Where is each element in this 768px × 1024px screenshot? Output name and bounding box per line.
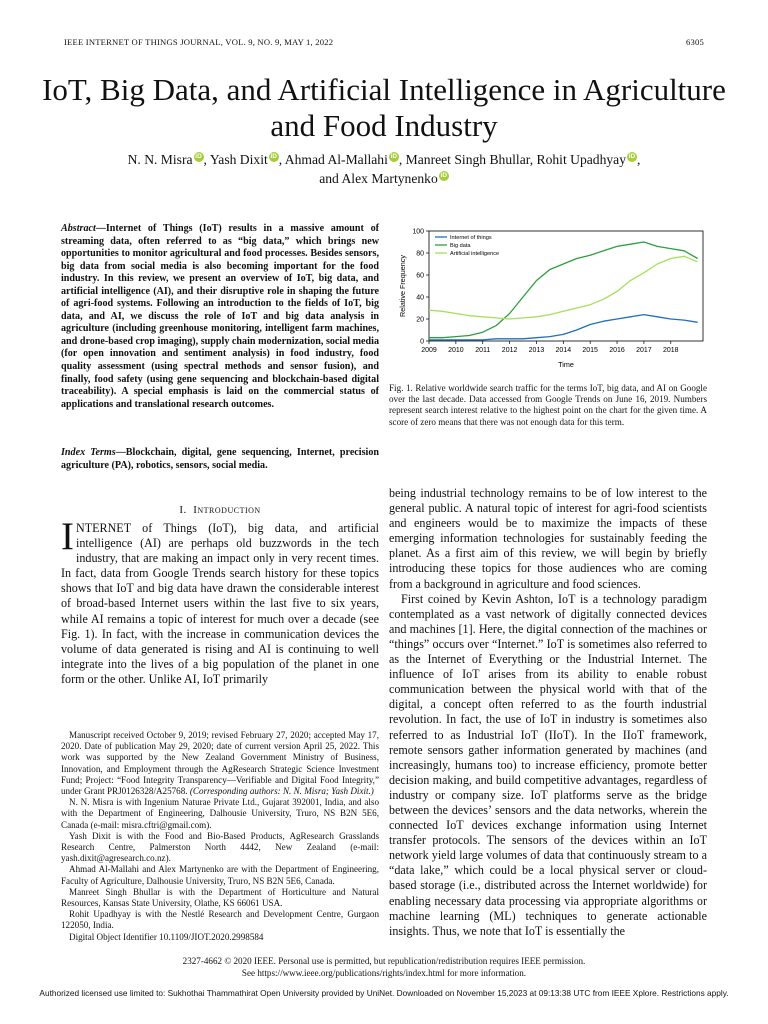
figure-caption: Fig. 1. Relative worldwide search traffic for the terms IoT, big data, and AI on Google over the last decade. Data accessed from Google Trends on June 16, 2019. Numbers represent search interest relative to the highest point on the chart for the given time. A score of zero means that there was not enough data for this term. [389,383,707,427]
legend-label: Big data [450,243,471,250]
paper-title: IoT, Big Data, and Artificial Intelligence in Agriculture and Food Industry [42,72,726,143]
x-tick-label: 2017 [636,347,652,354]
y-tick-label: 60 [416,272,424,280]
x-tick-label: 2010 [448,347,464,354]
copyright-line: See https://www.ieee.org/publications/rights/index.html for more information. [241,968,527,978]
download-notice: Authorized licensed use limited to: Sukhothai Thammathirat Open University provided by UniNet. Downloaded on November 15,2023 at 09:13:38 UTC from IEEE Xplore. Restrictions apply. [39,988,729,998]
x-tick-label: 2014 [555,347,572,354]
footnotes [61,730,379,943]
section-number: I. [179,504,187,516]
footnote-affiliation: N. N. Misra is with Ingenium Naturae Private Ltd., Gujarat 392001, India, and also with the Department of Engineering, Dalhousie University, Truro, NS B2N 5E6, Canada (e-mail: misra.cftri@gmail.com). [61,797,379,830]
x-tick-label: 2012 [501,347,518,354]
journal-name: IEEE INTERNET OF THINGS JOURNAL, VOL. 9, NO. 9, MAY 1, 2022 [64,37,334,47]
legend-label: Artificial intelligence [450,251,500,258]
orcid-icon[interactable]: iD [628,153,636,161]
author-name: Manreet Singh Bhullar, Rohit Upadhyay [405,152,626,167]
footnote-doi: Digital Object Identifier 10.1109/JIOT.2020.2998584 [69,931,264,942]
index-terms-text: —Blockchain, digital, gene sequencing, Internet, precision agriculture (PA), robotics, sensors, social media. [61,447,379,471]
right-column-body [389,486,707,939]
trend-line-chart [395,223,713,373]
x-tick-label: 2011 [475,347,491,354]
page-number: 6305 [686,37,704,47]
author-name: Ahmad Al-Mallahi [284,152,388,167]
y-tick-label: 20 [416,316,424,324]
orcid-icon[interactable]: iD [440,172,448,180]
y-tick-label: 40 [416,294,424,302]
series-line-artificial-intelligence [429,256,698,319]
footnote-affiliation: Ahmad Al-Mallahi and Alex Martynenko are with the Department of Engineering, Faculty of Agriculture, Dalhousie University, Truro, NS B2N 5E6, Canada. [61,864,379,886]
x-axis-label: Time [558,360,574,369]
figure-1-chart [395,223,713,373]
body-paragraph: First coined by Kevin Ashton, IoT is a technology paradigm contemplated as a vast network of digitally connected devices and machines [1]. Here, the digital connection of the machines or “things” occurs over “Internet.” IoT is sometimes also referred to as the Internet of Everything or the Industrial Internet. The influence of IoT arises from its ability to enable robust communication between the physical world with that of the digital, a concept often referred to as the fourth industrial revolution. In fact, the use of IoT in industry is sometimes also referred to as Industrial IoT (IIoT). In the IIoT framework, remote sensors gather information generated by machines (and increasingly, humans too) to increase efficiency, promote better decision making, and build competitive advantages, regardless of industry or company size. IoT platforms serve as the bridge between the devices’ sensors and the data networks, wherein the connected IoT devices exchange information using Internet transfer protocols. The sensors of the devices within an IoT network yield large volumes of data that continuously stream to a “data lake,” which could be a local physical server or cloud-based storage (i.e., distributed across the Internet worldwide) for enabling necessary data processing via appropriate algorithms or machine learning (ML) techniques to generate actionable insights. Thus, we note that IoT is essentially the [389,591,707,938]
legend-label: Internet of things [450,235,492,242]
copyright-notice [40,955,728,979]
drop-cap: I [61,515,74,558]
abstract [61,223,379,411]
index-terms [61,447,379,472]
running-header [64,37,704,47]
author-name: Yash Dixit [209,152,268,167]
author-name: and Alex Martynenko [319,171,438,186]
abstract-label: Abstract [61,223,96,234]
section-title: Introduction [193,504,261,516]
orcid-icon[interactable]: iD [195,153,202,161]
index-terms-label: Index Terms [61,447,116,458]
orcid-icon[interactable]: iD [270,153,277,161]
footnote-manuscript: Manuscript received October 9, 2019; revised February 27, 2020; accepted May 17, 2020. Date of publication May 29, 2020; date of current version April 25, 2022. This work was supported by the New Zealand Government Ministry of Business, Innovation, and Employment through the AgResearch Strategic Science Investment Fund; Project: “Food Integrity Transparency—Verifiable and Digital Food Integrity,” under Grant PRJ0126328/A25768. (Corresponding authors: N. N. Misra; Yash Dixit.) [61,730,379,797]
y-tick-label: 0 [420,338,424,346]
x-tick-label: 2013 [528,347,545,354]
author-name: N. N. Misra [127,152,193,167]
section-heading [61,504,379,516]
y-tick-label: 80 [416,250,424,258]
copyright-line: 2327-4662 © 2020 IEEE. Personal use is permitted, but republication/redistribution requires IEEE permission. [182,956,586,966]
footnote-affiliation: Yash Dixit is with the Food and Bio-Based Products, AgResearch Grasslands Research Centre, Palmerston North 4442, New Zealand (e-mail: yash.dixit@agresearch.co.nz). [61,830,379,864]
x-tick-label: 2015 [582,347,598,354]
y-tick-label: 100 [412,228,424,236]
abstract-text: —Internet of Things (IoT) results in a massive amount of streaming data, often referred to as “big data,” which brings new opportunities to monitor agricultural and food processes. Besides sensors, big data from social media is also becoming important for the food industry. In this review, we present an overview of IoT, big data, and artificial intelligence (AI), and their disruptive role in shaping the future of agri-food systems. Following an introduction to the fields of IoT, big data, and AI, we discuss the role of IoT and big data analysis in agriculture (including greenhouse monitoring, intelligent farm machines, and drone-based crop imaging), supply chain modernization, social media (for open innovation and sentiment analysis) in food industry, food quality assessment (using spectral methods and sensor fusion), and finally, food safety (using gene sequencing and blockchain-based digital traceability). A special emphasis is laid on the commercial status of applications and translational research outcomes. [61,223,379,410]
intro-text: NTERNET of Things (IoT), big data, and artificial intelligence (AI) are perhaps old buzzwords in the tech industry, that are making an impact only in very recent times. In fact, data from Google Trends search history for these topics shows that IoT and big data have drawn the considerable interest of broad-based Internet users within the last five to six years, while AI remains a topic of interest for much over a decade (see Fig. 1). In fact, with the increase in communication devices the volume of data generated is rising and AI is continuing to well integrate into the lives of a big population of the planet in one form or the other. Unlike AI, IoT primarily [61,521,379,686]
x-tick-label: 2018 [662,347,679,354]
footnote-affiliation: Rohit Upadhyay is with the Nestlé Research and Development Centre, Gurgaon 122050, India. [61,909,379,931]
x-tick-label: 2016 [609,347,625,354]
footnote-affiliation: Manreet Singh Bhullar is with the Department of Horticulture and Natural Resources, Kansas State University, Olathe, KS 66061 USA. [61,886,379,909]
body-paragraph: being industrial technology remains to be of low interest to the general public. A natural topic of interest for agri-food scientists and engineers would be to maximize the impacts of these emerging information technologies for sustainably feeding the planet. As a first aim of this review, we will begin by briefly introducing these topics for those audiences who are coming from a background in agriculture and food sciences. [389,486,707,591]
author-list: N. N. Misra iD , Yash Dixit iD , Ahmad Al-Mallahi iD , Manreet Singh Bhullar, Rohit Upadhyay iD , and Alex Martynenko iD [127,152,641,186]
x-tick-label: 2009 [421,347,437,354]
y-axis-label: Relative Frequency [398,255,407,317]
intro-paragraph [61,515,379,687]
orcid-icon[interactable]: iD [390,153,398,161]
